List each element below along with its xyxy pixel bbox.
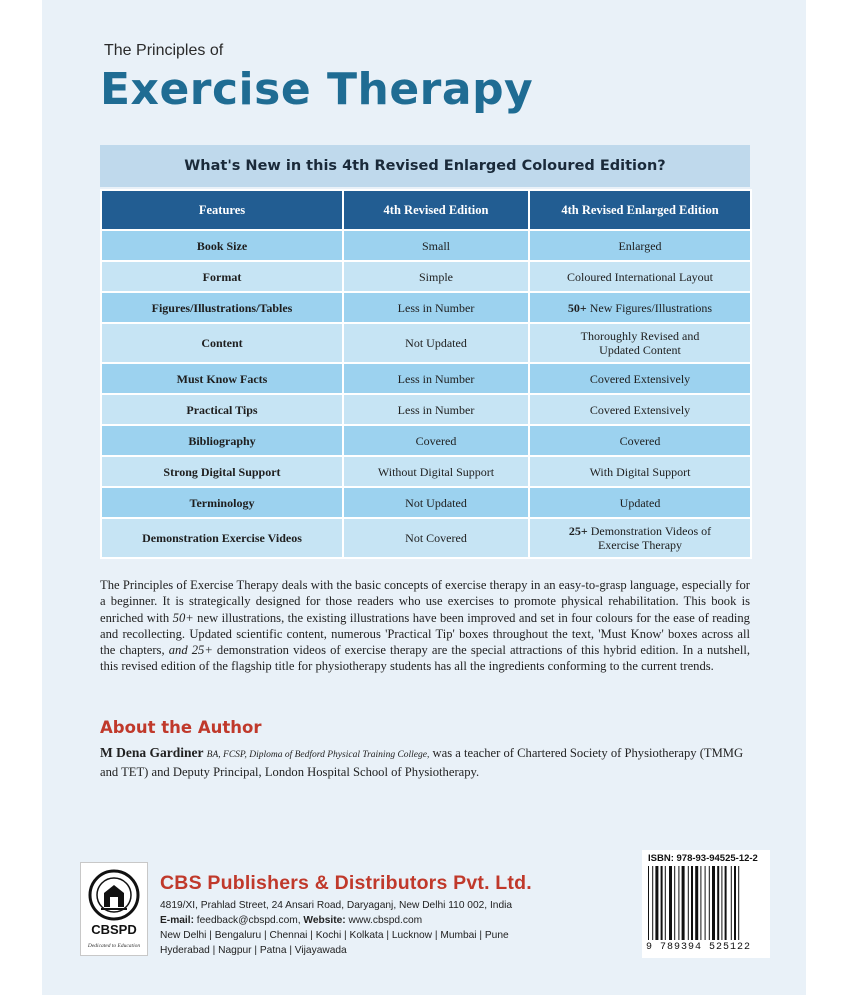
publisher-cities: Hyderabad | Nagpur | Patna | Vijayawada (160, 945, 347, 956)
website-label: Website: (300, 915, 346, 926)
table-row (101, 323, 751, 363)
old-edition-cell: Not Updated (343, 487, 529, 518)
column-header-new-edition: 4th Revised Enlarged Edition (529, 190, 751, 230)
table-row (101, 487, 751, 518)
old-edition-cell: Small (343, 230, 529, 261)
table-row (101, 394, 751, 425)
column-header-features: Features (101, 190, 343, 230)
publisher-name: CBS Publishers & Distributors Pvt. Ltd. (160, 872, 532, 894)
book-title: Exercise Therapy (100, 64, 534, 115)
count-highlight: 50+ (567, 300, 587, 315)
author-name: M Dena Gardiner (100, 745, 204, 760)
description-text: new illustrations, the existing illustrations have been improved and set in four colours for the ease of reading and recollecting. Updated scientific content, numerous 'Practical Tip' boxes throughout the text, 'Must Know' boxes across all the chapters, (100, 610, 750, 658)
email-value: feedback@cbspd.com, (193, 915, 301, 926)
isbn-barcode (642, 850, 770, 958)
old-edition-cell: Less in Number (343, 363, 529, 394)
feature-cell: Demonstration Exercise Videos (101, 518, 343, 558)
new-edition-cell: Updated (529, 487, 751, 518)
feature-cell: Format (101, 261, 343, 292)
feature-cell: Book Size (101, 230, 343, 261)
table-row (101, 456, 751, 487)
email-label: E-mail: (160, 915, 194, 926)
cell-text: Demonstration Videos of (590, 524, 712, 538)
old-edition-cell: Covered (343, 425, 529, 456)
new-edition-cell: Covered Extensively (529, 394, 751, 425)
feature-cell: Figures/Illustrations/Tables (101, 292, 343, 323)
new-edition-cell (529, 518, 751, 558)
feature-cell: Bibliography (101, 425, 343, 456)
table-row (101, 292, 751, 323)
publisher-logo (80, 862, 148, 956)
table-row (101, 425, 751, 456)
old-edition-cell: Without Digital Support (343, 456, 529, 487)
pre-title: The Principles of (104, 42, 224, 59)
new-edition-cell: Covered Extensively (529, 363, 751, 394)
cell-text: New Figures/Illustrations (589, 300, 713, 315)
table-caption: What's New in this 4th Revised Enlarged Coloured Edition? (100, 145, 750, 187)
description-emphasis: and 25+ (168, 643, 213, 658)
old-edition-cell: Less in Number (343, 394, 529, 425)
author-credentials: BA, FCSP, Diploma of Bedford Physical Training College, (206, 750, 430, 760)
cbspd-emblem-icon (81, 863, 147, 955)
cell-text: Thoroughly Revised and (580, 329, 700, 343)
new-edition-cell: Covered (529, 425, 751, 456)
isbn-text: ISBN: 978-93-94525-12-2 (648, 853, 758, 864)
feature-cell: Terminology (101, 487, 343, 518)
old-edition-cell: Not Covered (343, 518, 529, 558)
feature-cell: Must Know Facts (101, 363, 343, 394)
new-edition-cell: Coloured International Layout (529, 261, 751, 292)
website-value: www.cbspd.com (345, 915, 423, 926)
new-edition-cell: With Digital Support (529, 456, 751, 487)
new-edition-cell: Enlarged (529, 230, 751, 261)
cell-text: Exercise Therapy (597, 538, 683, 552)
about-author-heading: About the Author (100, 718, 262, 737)
table-row (101, 363, 751, 394)
count-highlight: 25+ (568, 524, 588, 538)
comparison-table (100, 145, 750, 559)
author-bio-text: was a teacher of Chartered Society of Physiotherapy (TMMG and TET) and Deputy Principal, London Hospital School of Physiotherapy. (100, 746, 744, 779)
publisher-contact (160, 915, 422, 926)
barcode-digits: 9 789394 525122 (646, 942, 752, 953)
description-text: demonstration videos of exercise therapy are the special attractions of this hybrid edition. In a nutshell, this revised edition of the flagship title for physiotherapy students has all the ingredients conforming to the current trends. (100, 643, 750, 674)
column-header-old-edition: 4th Revised Edition (343, 190, 529, 230)
cell-text: Updated Content (599, 343, 681, 357)
old-edition-cell: Not Updated (343, 323, 529, 363)
table-row (101, 230, 751, 261)
logo-text: CBSPD (91, 922, 137, 937)
table-header-row (101, 190, 751, 230)
back-cover (42, 0, 806, 995)
new-edition-cell (529, 323, 751, 363)
book-description (100, 577, 750, 675)
old-edition-cell: Simple (343, 261, 529, 292)
table-row (101, 261, 751, 292)
author-bio (100, 744, 750, 781)
feature-cell: Strong Digital Support (101, 456, 343, 487)
feature-cell: Content (101, 323, 343, 363)
logo-tagline: Dedicated to Education (87, 943, 141, 949)
description-text: The Principles of Exercise Therapy deals with the basic concepts of exercise therapy in an easy-to-grasp language, especially for a beginner. It is strategically designed for those readers who use exercises to promote physical rehabilitation. This book is enriched with (100, 578, 750, 625)
publisher-cities: New Delhi | Bengaluru | Chennai | Kochi | Kolkata | Lucknow | Mumbai | Pune (160, 930, 509, 941)
old-edition-cell: Less in Number (343, 292, 529, 323)
feature-cell: Practical Tips (101, 394, 343, 425)
new-edition-cell (529, 292, 751, 323)
description-emphasis: 50+ (172, 610, 194, 625)
table-row (101, 518, 751, 558)
publisher-address: 4819/XI, Prahlad Street, 24 Ansari Road, Daryaganj, New Delhi 110 002, India (160, 900, 513, 911)
